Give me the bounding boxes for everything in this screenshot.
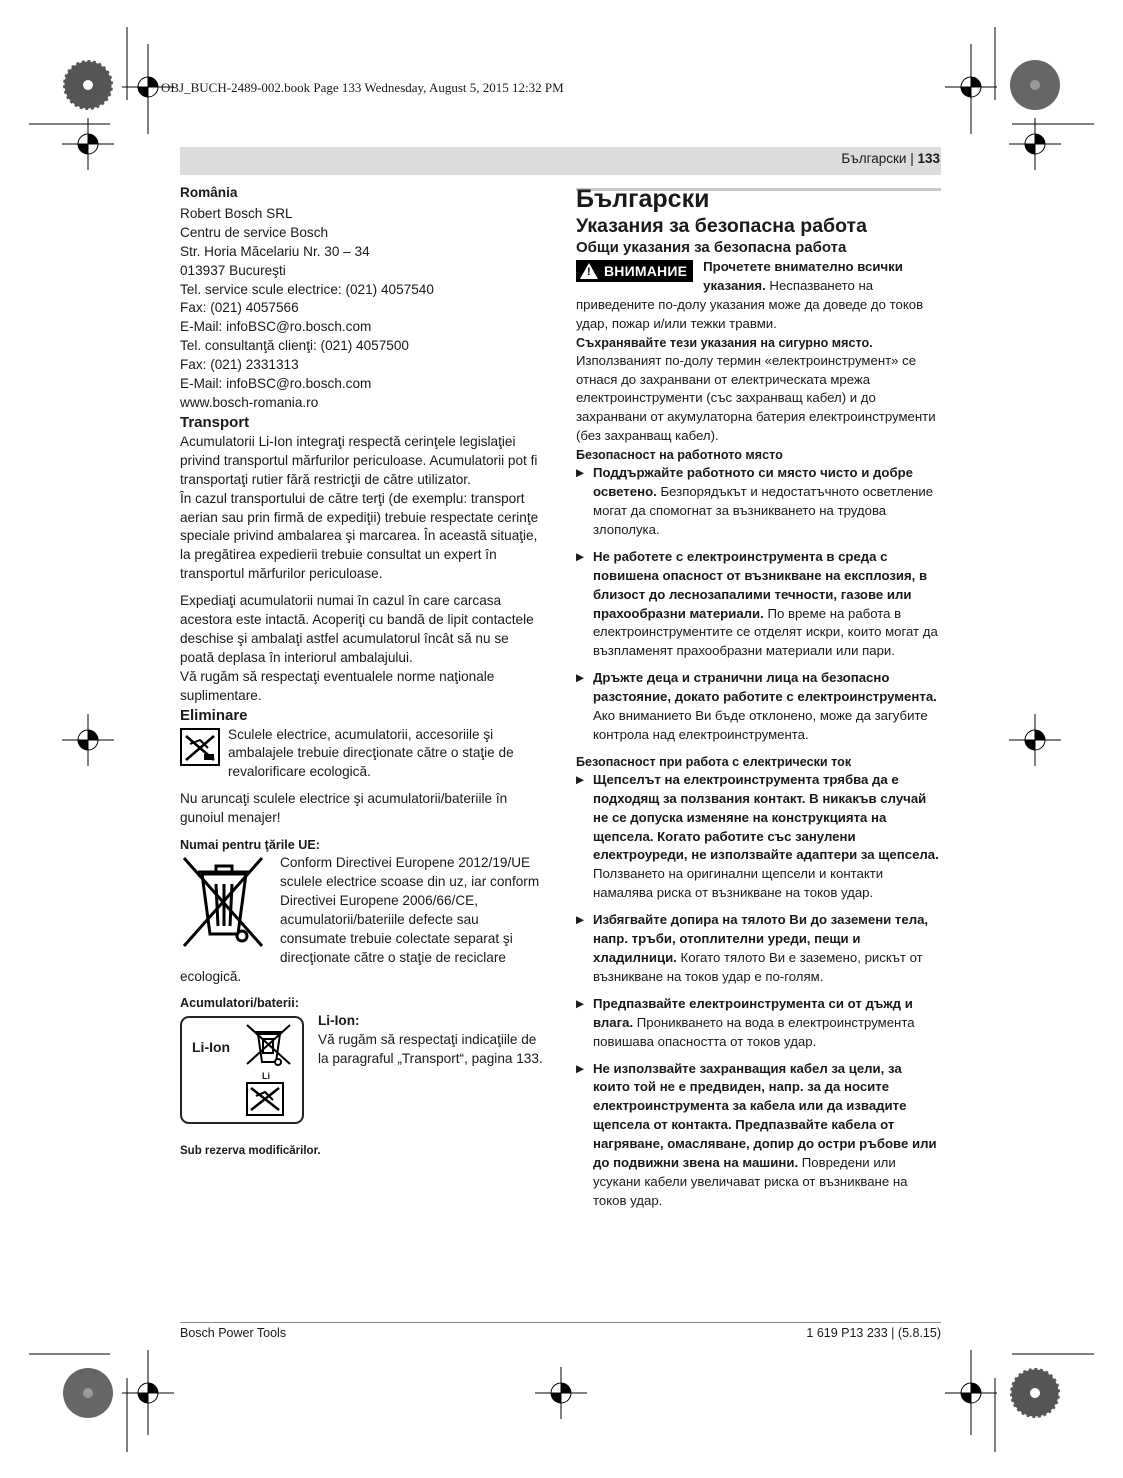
warning-text: Неспазването на приведените по-долу указания може да доведе до токов удар, пожар и/или тежки травми. — [576, 277, 924, 331]
list-item: ▶ Избягвайте допира на тялото Ви до заземени тела, напр. тръби, отоплителни уреди, пещи и хладилници. Когато тялото Ви е заземено, рискът от възникване на токов удар е по-голям. — [576, 911, 941, 987]
eu-block — [180, 854, 546, 986]
batteries-block — [180, 1012, 546, 1124]
crossed-tools-icon — [246, 1082, 284, 1116]
address-block — [180, 205, 546, 413]
li-ion-paragraph: Vă rugăm să respectaţi indicaţiile de la paragraful „Transport“, pagina 133. — [318, 1032, 543, 1067]
address-line: Str. Horia Măcelariu Nr. 30 – 34 — [180, 243, 370, 259]
country-heading: România — [180, 185, 238, 200]
crossed-bin-icon — [180, 854, 268, 950]
section-title: Български — [576, 185, 710, 213]
battery-symbol-box — [180, 1016, 304, 1124]
work-area-heading: Безопасност на работното място — [576, 448, 783, 463]
eu-paragraph: Conform Directivei Europene 2012/19/UE sculele electrice scoase din uz, iar conform Directivei Europene 2006/66/CE, acumulatorii/bateriile defecte sau consumate trebuie colectate separat şi direcţionate către o staţie de reciclare ecologică. — [180, 855, 540, 984]
reserve-note: Sub rezerva modificărilor. — [180, 1145, 321, 1158]
disposal-heading: Eliminare — [180, 706, 248, 724]
address-line: 013937 Bucureşti — [180, 262, 286, 278]
warning-label: ВНИМАНИЕ — [604, 262, 688, 279]
list-item: ▶ Не работете с електроинструмента в среда с повишена опасност от възникване на експлозия, в близост до леснозапалими течности, газове или прахообразни материали. По време на работа в електроинструментите се отделят искри, които могат да възпламенят прахообразни материали или пари. — [576, 548, 941, 661]
disposal-crossed-tools-icon — [180, 728, 220, 766]
warning-bold-text: Прочетете внимателно всички указания. — [703, 259, 903, 293]
page-header — [841, 151, 940, 166]
list-item: ▶ Предпазвайте електроинструмента си от дъжд и влага. Проникването на вода в електроинструмента повишава опасността от токов удар. — [576, 995, 941, 1052]
transport-heading: Transport — [180, 413, 250, 431]
warning-triangle-icon — [580, 263, 598, 279]
header-bar — [180, 147, 941, 175]
general-safety-heading: Общи указания за безопасна работа — [576, 239, 847, 256]
left-column — [180, 184, 546, 1161]
transport-paragraph: Acumulatorii Li-Ion integraţi respectă cerinţele legislaţiei privind transportul mărfurilor periculoase. Acumulatorii pot fi transportaţi rutier fără restricţii de către utilizator. — [180, 433, 538, 487]
li-ion-label: Li-Ion: — [318, 1013, 360, 1029]
address-line: E-Mail: infoBSC@ro.bosch.com — [180, 376, 372, 392]
right-column — [576, 184, 941, 1219]
header-separator: | — [910, 151, 914, 166]
disposal-paragraph: Sculele electrice, acumulatorii, accesoriile şi ambalajele trebuie direcţionate către o staţie de revalorificare ecologică. — [228, 726, 514, 780]
list-item: ▶ Поддържайте работното си място чисто и добре осветено. Безпорядъкът и недостатъчното осветление могат да спомогнат за възникването на трудова злополука. — [576, 464, 941, 540]
page-number: 133 — [917, 151, 940, 166]
keep-instructions: Съхранявайте тези указания на сигурно място. — [576, 335, 873, 350]
address-line: Robert Bosch SRL — [180, 205, 293, 221]
list-item: ▶ Не използвайте захранващия кабел за цели, за които той не е предвиден, напр. за да носите електроинструмента за кабела или да извадите щепсела от контакта. Предпазвайте кабела от нагряване, омасляване, допир до остри ръбове или до подвижни звена на машини. Повредени или усукани кабели увеличават риска от възникване на токов удар. — [576, 1060, 941, 1211]
term-paragraph: Използваният по-долу термин «електроинструмент» се отнася до захранвани от електрическата мрежа електроинструменти (със захранващ кабел) и до захранвани от акумулаторна батерия електроинструменти (без захранващ кабел). — [576, 352, 936, 444]
transport-paragraph: Vă rugăm să respectaţi eventualele norme naţionale suplimentare. — [180, 668, 495, 703]
li-ion-badge: Li-Ion — [192, 1039, 231, 1056]
safety-heading: Указания за безопасна работа — [576, 215, 867, 237]
footer-code: 1 619 P13 233 | (5.8.15) — [806, 1326, 941, 1340]
disposal-paragraph: Nu aruncaţi sculele electrice şi acumulatorii/bateriile în gunoiul menajer! — [180, 791, 508, 826]
footer-brand: Bosch Power Tools — [180, 1326, 287, 1340]
list-item: ▶ Дръжте деца и странични лица на безопасно разстояние, докато работите с електроинструмента. Ако вниманието Ви бъде отклонено, може да загубите контрола над електроинструмента. — [576, 669, 941, 745]
warning-badge — [576, 260, 693, 282]
transport-paragraph: Expediaţi acumulatorii numai în cazul în care carcasa acestora este intactă. Acoperiţi cu bandă de lipit contactele deschise şi ambalaţi astfel acumulatorul încât să nu se poată deplasa în interiorul ambalajului. — [180, 593, 534, 665]
disposal-block — [180, 726, 546, 783]
address-line: www.bosch-romania.ro — [180, 394, 319, 410]
li-mark: Li — [262, 1071, 270, 1082]
print-slug: OBJ_BUCH-2489-002.book Page 133 Wednesday, August 5, 2015 12:32 PM — [161, 80, 564, 95]
crossed-battery-bin-icon — [244, 1022, 294, 1070]
address-line: E-Mail: infoBSC@ro.bosch.com — [180, 319, 372, 335]
address-line: Tel. consultanţă clienţi: (021) 4057500 — [180, 338, 409, 354]
header-section: Български — [841, 151, 907, 166]
warning-block — [576, 258, 941, 334]
address-line: Centru de service Bosch — [180, 224, 329, 240]
list-item: ▶ Щепселът на електроинструмента трябва да е подходящ за ползвания контакт. В никакъв случай не се допуска изменяне на конструкцията на щепсела. Когато работите със занулени електроуреди, не използвайте адаптери за щепсела. Ползването на оригинални щепсели и контакти намалява риска от възникване на токов удар. — [576, 771, 941, 903]
transport-paragraph: În cazul transportului de către terţi (de exemplu: transport aerian sau prin firmă de expediţii) trebuie respectate cerinţe speciale privind ambalarea şi marcarea. În această situaţie, la pregătirea expedierii trebuie consultat un expert în transportul mărfurilor periculoase. — [180, 490, 539, 582]
batteries-heading: Acumulatori/baterii: — [180, 996, 299, 1011]
eu-heading: Numai pentru ţările UE: — [180, 838, 320, 853]
warning-icon-glyph: ! — [587, 266, 591, 278]
address-line: Fax: (021) 2331313 — [180, 357, 299, 373]
address-line: Tel. service scule electrice: (021) 4057540 — [180, 281, 434, 297]
electrical-heading: Безопасност при работа с електрически ток — [576, 754, 852, 769]
address-line: Fax: (021) 4057566 — [180, 300, 299, 316]
footer-rule — [180, 1322, 941, 1323]
